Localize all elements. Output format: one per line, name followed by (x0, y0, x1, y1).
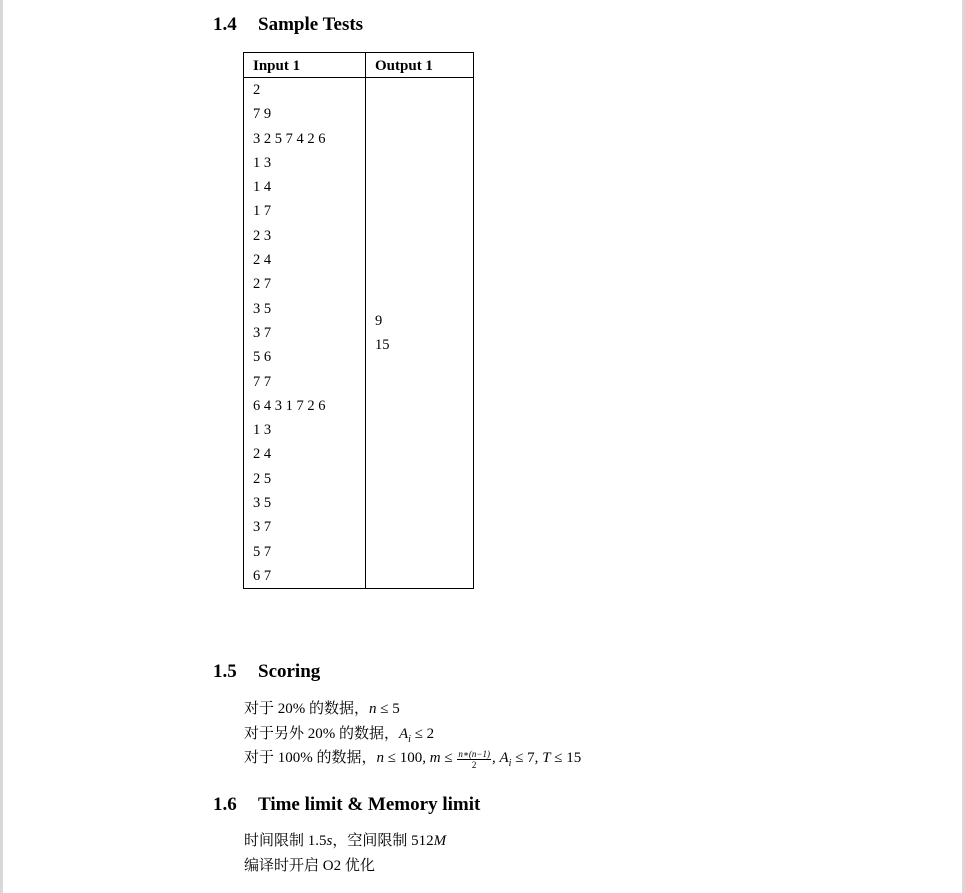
section-heading-limits (213, 794, 480, 816)
input-line: 7 7 (253, 373, 272, 390)
input-line: 6 4 3 1 7 2 6 (253, 397, 326, 414)
section-heading-sample-tests (213, 14, 363, 36)
input-line: 7 9 (253, 106, 272, 123)
text: ≤ (440, 750, 457, 766)
limits-line-1 (244, 829, 446, 854)
output-line: 9 (375, 313, 383, 329)
section-number: 1.4 (213, 14, 237, 35)
input-line: 3 5 (253, 495, 272, 512)
text: , (492, 750, 500, 766)
output-cell (366, 78, 474, 589)
section-number: 1.6 (213, 794, 237, 815)
output-line: 15 (375, 337, 390, 354)
input-line: 5 7 (253, 543, 272, 560)
section-title: Sample Tests (258, 14, 364, 35)
input-line: 2 5 (253, 470, 272, 487)
text: ≤ 5 (376, 701, 400, 717)
input-line: 1 3 (253, 422, 272, 439)
text: ≤ 2 (410, 725, 435, 742)
fraction (457, 749, 491, 770)
input-line: 1 4 (253, 179, 272, 196)
text: 对于 100% 的数据， (244, 750, 377, 766)
scoring-text (244, 697, 581, 771)
section-number: 1.5 (213, 661, 237, 682)
scoring-line-3 (244, 746, 581, 771)
math-var: A (499, 750, 509, 766)
input-line: 2 4 (253, 252, 272, 269)
text: ≤ 7, (511, 750, 543, 766)
output-lines (366, 78, 473, 358)
math-var: A (399, 725, 409, 742)
math-sub: i (508, 758, 512, 769)
input-line: 2 7 (253, 276, 272, 293)
fraction-numerator: n∗(n−1) (458, 749, 490, 759)
input-line: 1 3 (253, 154, 272, 171)
text: ≤ 15 (550, 750, 582, 766)
input-cell (244, 78, 366, 589)
input-line: 2 4 (253, 446, 272, 463)
input-line: 2 (253, 82, 261, 98)
input-line: 6 7 (253, 567, 272, 584)
text: 时间限制 1.5 (244, 833, 327, 849)
math-var: n (369, 701, 377, 717)
limits-line-2: 编译时开启 O2 优化 (244, 857, 375, 874)
math-sub: i (408, 733, 411, 745)
math-var: n (376, 750, 384, 766)
section-title: Time limit & Memory limit (258, 794, 481, 815)
input-column-header: Input 1 (244, 53, 366, 78)
input-line: 1 7 (253, 203, 272, 220)
sample-tests-table (243, 52, 474, 589)
scoring-line-2 (244, 722, 581, 747)
section-title: Scoring (258, 661, 321, 682)
input-line: 5 6 (253, 349, 272, 366)
input-line: 3 7 (253, 324, 272, 341)
math-var: T (542, 750, 551, 766)
text: 对于另外 20% 的数据， (244, 725, 399, 742)
text: ，空间限制 512 (332, 833, 434, 849)
section-heading-scoring (213, 661, 320, 683)
text: 对于 20% 的数据， (244, 701, 369, 717)
text: ≤ 100, (384, 750, 430, 766)
input-line: 3 7 (253, 519, 272, 536)
input-line: 2 3 (253, 227, 272, 244)
math-var: M (433, 833, 447, 849)
limits-text (244, 829, 446, 878)
input-line: 3 5 (253, 300, 272, 317)
fraction-denominator: 2 (471, 760, 477, 770)
scoring-line-1 (244, 697, 581, 722)
output-column-header: Output 1 (366, 53, 474, 78)
math-var: m (429, 750, 441, 766)
page-edge-left (0, 0, 3, 893)
input-line: 3 2 5 7 4 2 6 (253, 130, 326, 147)
math-var: s (326, 833, 333, 849)
